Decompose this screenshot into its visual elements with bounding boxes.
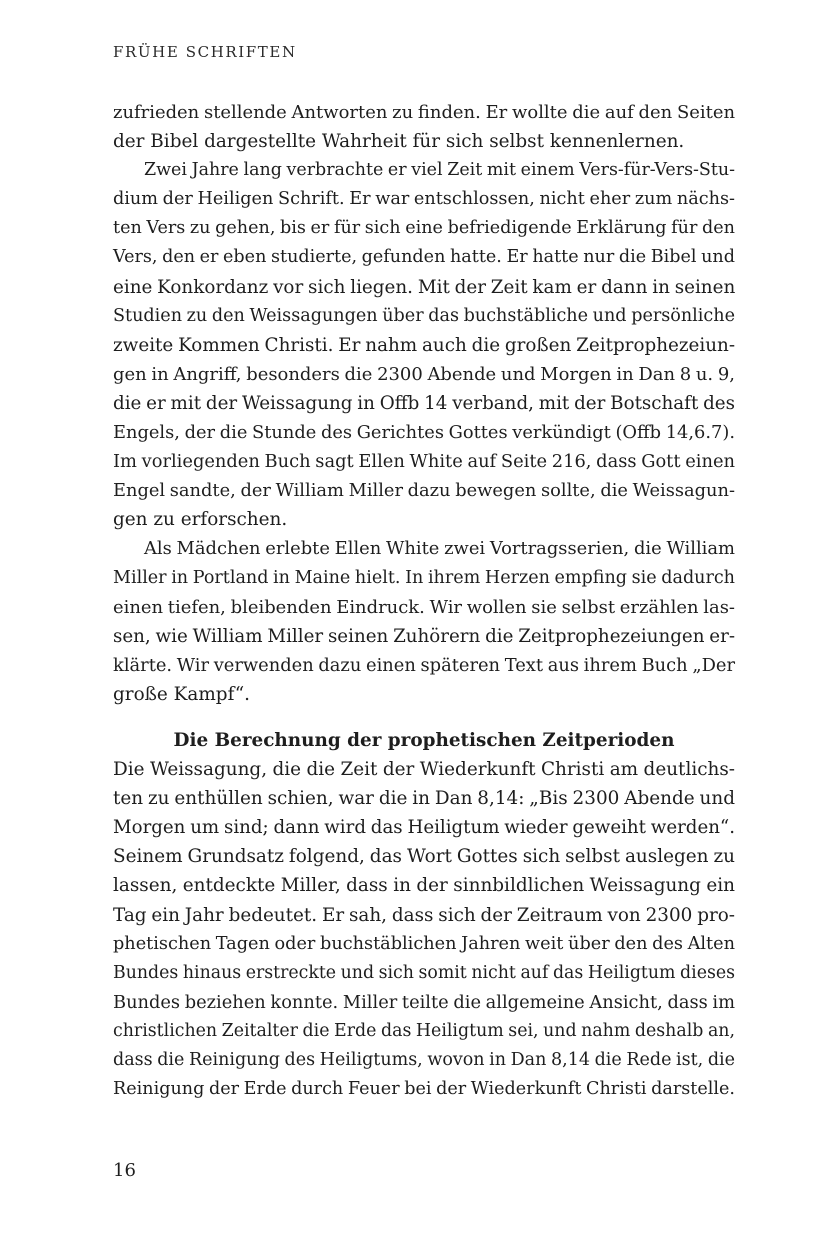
text-line: die er mit der Weissagung in Offb 14 verband, mit der Botschaft des: [113, 392, 735, 414]
paragraph-4: [113, 755, 735, 1104]
paragraph-1: [113, 98, 735, 156]
text-line: Miller in Portland in Maine hielt. In ihrem Herzen empfing sie dadurch: [113, 567, 735, 588]
text-line: Seinem Grundsatz folgend, das Wort Gottes sich selbst auslegen zu: [113, 846, 735, 868]
page-number: 16: [113, 1160, 136, 1181]
text-line: Bundes hinaus erstreckte und sich somit nicht auf das Heiligtum dieses: [113, 962, 735, 983]
text-line: Als Mädchen erlebte Ellen White zwei Vortragsserien, die William: [144, 538, 735, 560]
text-line: dass die Reinigung des Heiligtums, wovon in Dan 8,14 die Rede ist, die: [113, 1050, 735, 1070]
text-line: dium der Heiligen Schrift. Er war entschlossen, nicht eher zum nächs-: [113, 189, 735, 210]
text-line: ten Vers zu gehen, bis er für sich eine befriedigende Erklärung für den: [113, 218, 735, 239]
text-line: Studien zu den Weissagungen über das buchstäbliche und persönliche: [113, 305, 735, 326]
running-head: FRÜHE SCHRIFTEN: [113, 43, 297, 61]
text-line: der Bibel dargestellte Wahrheit für sich selbst kennenlernen.: [113, 131, 685, 153]
text-line: zweite Kommen Christi. Er nahm auch die großen Zeitprophezeiun-: [113, 334, 736, 356]
text-line: Im vorliegenden Buch sagt Ellen White auf Seite 216, dass Gott einen: [113, 451, 735, 473]
text-line: klärte. Wir verwenden dazu einen späteren Text aus ihrem Buch „Der: [113, 654, 735, 676]
text-line: phetischen Tagen oder buchstäblichen Jahren weit über den des Alten: [113, 933, 735, 954]
text-line: Reinigung der Erde durch Feuer bei der Wiederkunft Christi darstelle.: [113, 1079, 735, 1100]
text-line: Die Weissagung, die die Zeit der Wiederkunft Christi am deutlichs-: [113, 759, 735, 781]
text-line: eine Konkordanz vor sich liegen. Mit der Zeit kam er dann in seinen: [113, 276, 736, 298]
text-line: Engels, der die Stunde des Gerichtes Gottes verkündigt (Offb 14,6.7).: [113, 422, 735, 444]
text-line: große Kampf“.: [113, 683, 250, 705]
section-heading: Die Berechnung der prophetischen Zeitperioden: [173, 729, 675, 751]
text-line: sen, wie William Miller seinen Zuhörern die Zeitprophezeiungen er-: [113, 625, 735, 647]
text-line: Zwei Jahre lang verbrachte er viel Zeit mit einem Vers-für-Vers-Stu-: [144, 160, 735, 181]
text-line: Tag ein Jahr bedeutet. Er sah, dass sich der Zeitraum von 2300 pro-: [113, 904, 735, 926]
section-spacer: [113, 709, 735, 726]
text-line: Vers, den er eben studierte, gefunden hatte. Er hatte nur die Bibel und: [113, 247, 735, 268]
text-line: Morgen um sind; dann wird das Heiligtum wieder geweiht werden“.: [113, 817, 735, 839]
text-line: gen in Angriff, besonders die 2300 Abende und Morgen in Dan 8 u. 9,: [113, 363, 735, 385]
text-line: einen tiefen, bleibenden Eindruck. Wir wollen sie selbst erzählen las-: [113, 596, 735, 618]
text-line: gen zu erforschen.: [113, 509, 288, 531]
text-line: Engel sandte, der William Miller dazu bewegen sollte, die Weissagun-: [113, 480, 735, 502]
text-line: zufrieden stellende Antworten zu finden. Er wollte die auf den Seiten: [113, 102, 735, 123]
paragraph-3: [113, 534, 735, 709]
text-line: christlichen Zeitalter die Erde das Heiligtum sei, und nahm deshalb an,: [113, 1020, 735, 1041]
body-text: [113, 98, 735, 1104]
text-line: ten zu enthüllen schien, war die in Dan 8,14: „Bis 2300 Abende und: [113, 788, 735, 810]
text-line: Bundes beziehen konnte. Miller teilte die allgemeine Ansicht, dass im: [113, 991, 735, 1013]
paragraph-2: [113, 156, 735, 534]
text-line: lassen, entdeckte Miller, dass in der sinnbildlichen Weissagung ein: [113, 875, 735, 897]
